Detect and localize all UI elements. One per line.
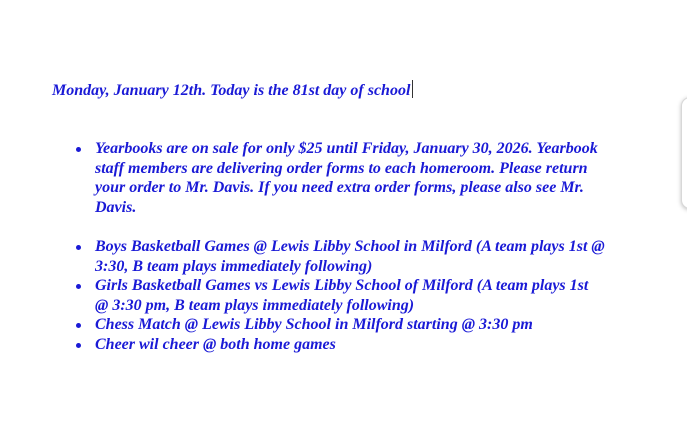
date-text: Monday, January 12th. Today is the 81st day of school [52,82,411,99]
list-item-girls-basketball: Girls Basketball Games vs Lewis Libby School of Milford (A team plays 1st @ 3:30 pm, B team plays immediately following) [95,276,605,315]
list-item-chess: Chess Match @ Lewis Libby School in Milford starting @ 3:30 pm [95,315,605,335]
side-panel-handle[interactable] [681,97,687,209]
text-cursor [412,80,413,98]
announcement-list [95,139,605,355]
list-spacer [95,217,605,237]
date-line[interactable] [52,80,413,101]
list-item-cheer: Cheer wil cheer @ both home games [95,335,605,355]
list-item-boys-basketball: Boys Basketball Games @ Lewis Libby School in Milford (A team plays 1st @ 3:30, B team plays immediately following) [95,237,605,275]
list-item-yearbook: Yearbooks are on sale for only $25 until Friday, January 30, 2026. Yearbook staff members are delivering order forms to each homeroom. Please return your order to Mr. Davis. If you need extra order forms, please also see Mr. Davis. [95,139,605,217]
